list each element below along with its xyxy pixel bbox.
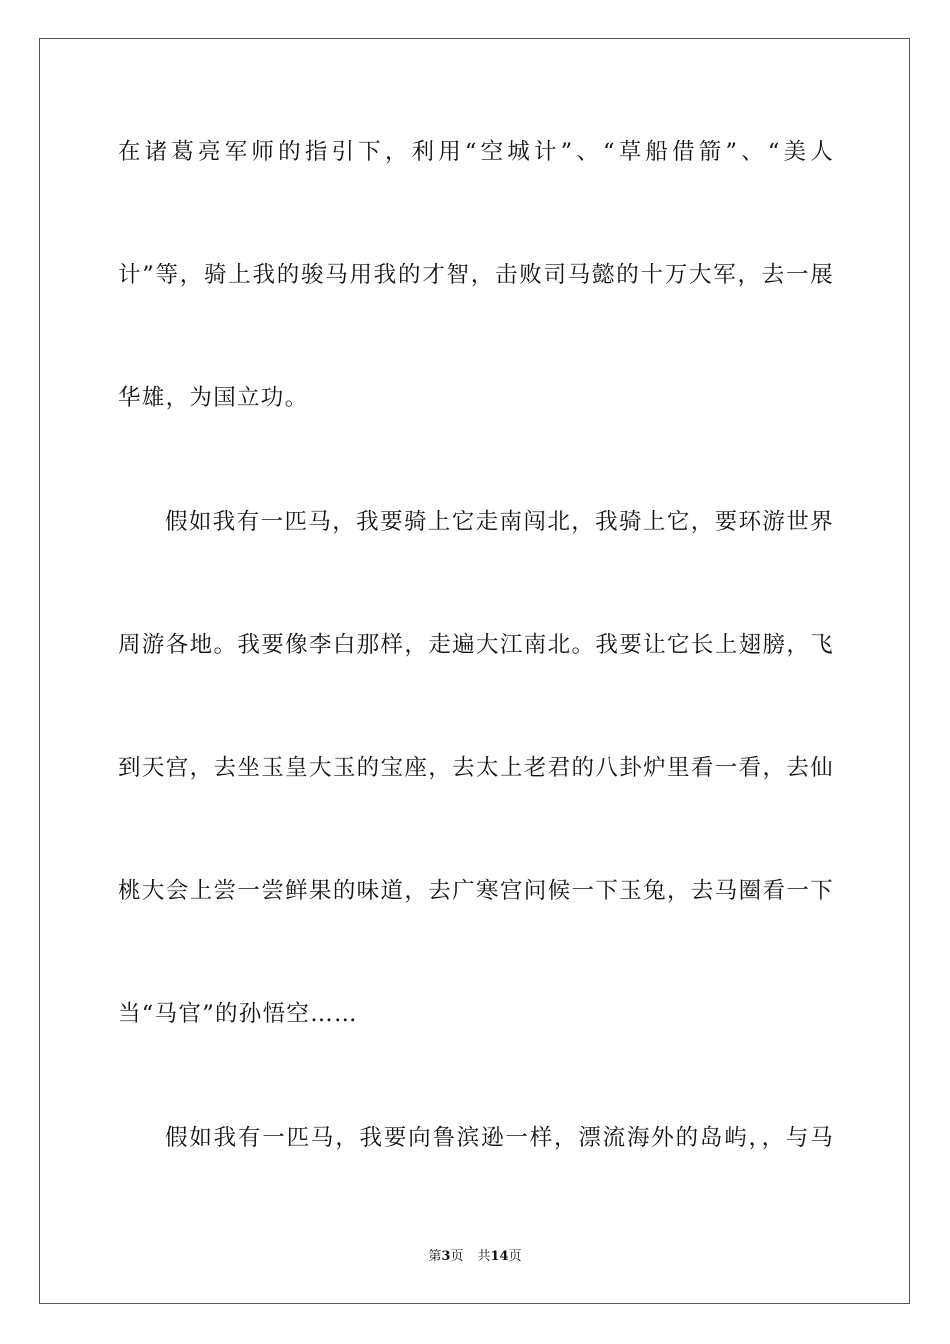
text-line-1: 在诸葛亮军师的指引下，利用“空城计”、“草船借箭”、“美人 <box>118 139 834 165</box>
text-line-5: 周游各地。我要像李白那样，走遍大江南北。我要让它长上翅膀，飞 <box>118 632 834 658</box>
footer-page-number: 3 <box>441 1249 451 1264</box>
page-border <box>39 38 910 1304</box>
text-line-8: 当“马官”的孙悟空…… <box>118 1001 358 1027</box>
text-line-7: 桃大会上尝一尝鲜果的味道，去广寒宫问候一下玉兔，去马圈看一下 <box>118 878 834 904</box>
footer-page-prefix: 第 <box>428 1249 442 1264</box>
text-line-9: 假如我有一匹马，我要向鲁滨逊一样，漂流海外的岛屿，，与马 <box>165 1125 834 1151</box>
footer-page-unit: 页 <box>450 1249 464 1264</box>
footer-total-unit: 页 <box>508 1249 522 1264</box>
page-footer <box>0 1248 950 1266</box>
text-line-6: 到天宫，去坐玉皇大玉的宝座，去太上老君的八卦炉里看一看，去仙 <box>118 755 834 781</box>
text-line-2: 计”等，骑上我的骏马用我的才智，击败司马懿的十万大军，去一展 <box>118 262 834 288</box>
text-line-3: 华雄，为国立功。 <box>118 385 309 411</box>
footer-total-prefix: 共 <box>477 1249 491 1264</box>
text-line-4: 假如我有一匹马，我要骑上它走南闯北，我骑上它，要环游世界 <box>165 509 834 535</box>
footer-total-pages: 14 <box>490 1249 509 1264</box>
